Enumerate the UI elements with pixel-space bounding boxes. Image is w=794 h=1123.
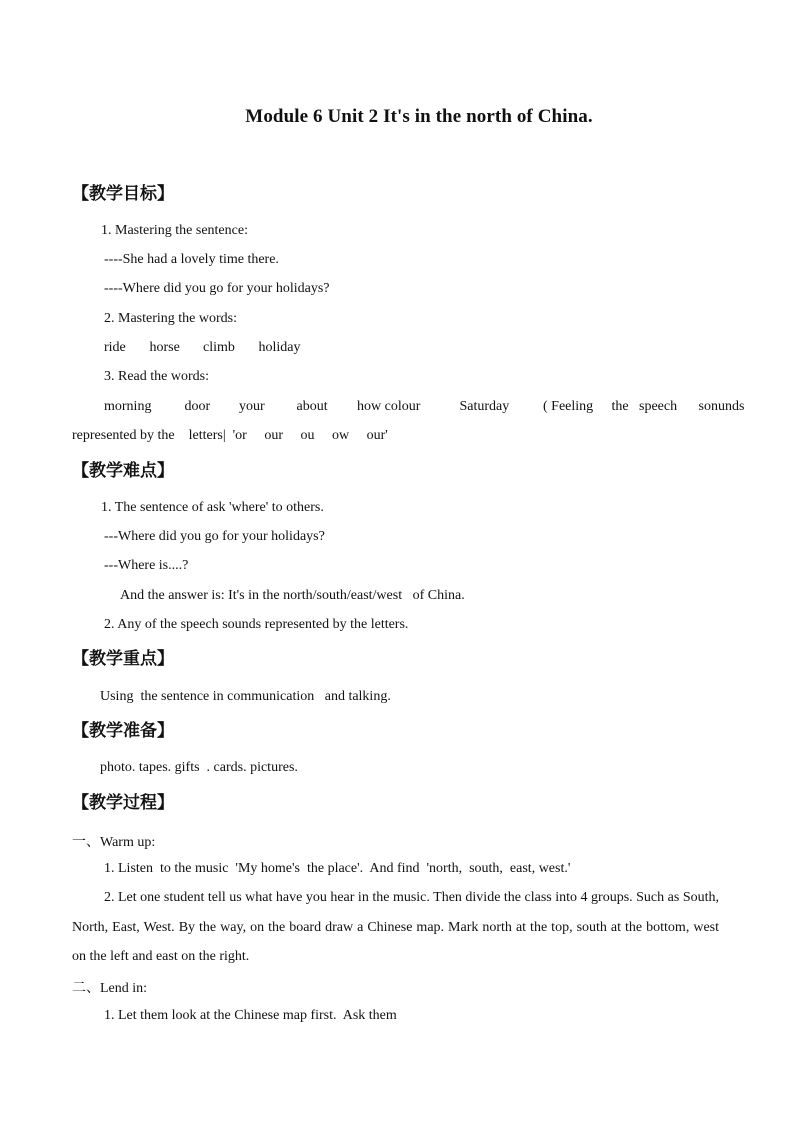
page-title: Module 6 Unit 2 It's in the north of China. [245, 106, 593, 127]
process-item: 2. Let one student tell us what have you hear in the music. Then divide the class into 4 groups. Such as South, North, East, West. By the way, on the board draw a Chinese map. Mark north at the top, south at the bottom, west on the left and east on the right. [72, 890, 719, 964]
process-part-label: 一、Warm up: [72, 835, 156, 850]
process-part-label: 二、Lend in: [72, 981, 148, 996]
preparation-text: photo. tapes. gifts . cards. pictures. [100, 760, 298, 775]
read-words-line: represented by the letters| 'or our ou ow our' [72, 428, 388, 443]
process-heading: 【教学过程】 [72, 793, 174, 813]
objective-item: ----She had a lovely time there. [104, 252, 279, 267]
process-item: 1. Let them look at the Chinese map first. Ask them [104, 1008, 397, 1023]
difficulty-item: And the answer is: It's in the north/south/east/west of China. [120, 588, 465, 603]
objective-item: 1. Mastering the sentence: [101, 223, 248, 238]
difficulty-item: 2. Any of the speech sounds represented by the letters. [104, 617, 409, 632]
objective-item: 3. Read the words: [104, 369, 209, 384]
preparation-heading: 【教学准备】 [72, 721, 174, 741]
objective-item: ----Where did you go for your holidays? [104, 281, 330, 296]
key-points-text: Using the sentence in communication and talking. [100, 689, 391, 704]
word: holiday [258, 340, 301, 355]
process-item: 1. Listen to the music 'My home's the place'. And find 'north, south, east, west.' [104, 861, 571, 876]
word: climb [203, 340, 235, 355]
key-points-heading: 【教学重点】 [72, 649, 174, 669]
difficulties-heading: 【教学难点】 [72, 461, 174, 481]
word-list [104, 340, 301, 356]
difficulty-item: 1. The sentence of ask 'where' to others. [101, 500, 324, 515]
read-words-line: morning door your about how colour Saturday ( Feeling the speech sonunds [104, 399, 745, 414]
difficulty-item: ---Where is....? [104, 558, 189, 573]
objectives-heading: 【教学目标】 [72, 184, 174, 204]
difficulty-item: ---Where did you go for your holidays? [104, 529, 325, 544]
word: ride [104, 340, 126, 355]
word: horse [149, 340, 180, 355]
objective-item: 2. Mastering the words: [104, 311, 237, 326]
